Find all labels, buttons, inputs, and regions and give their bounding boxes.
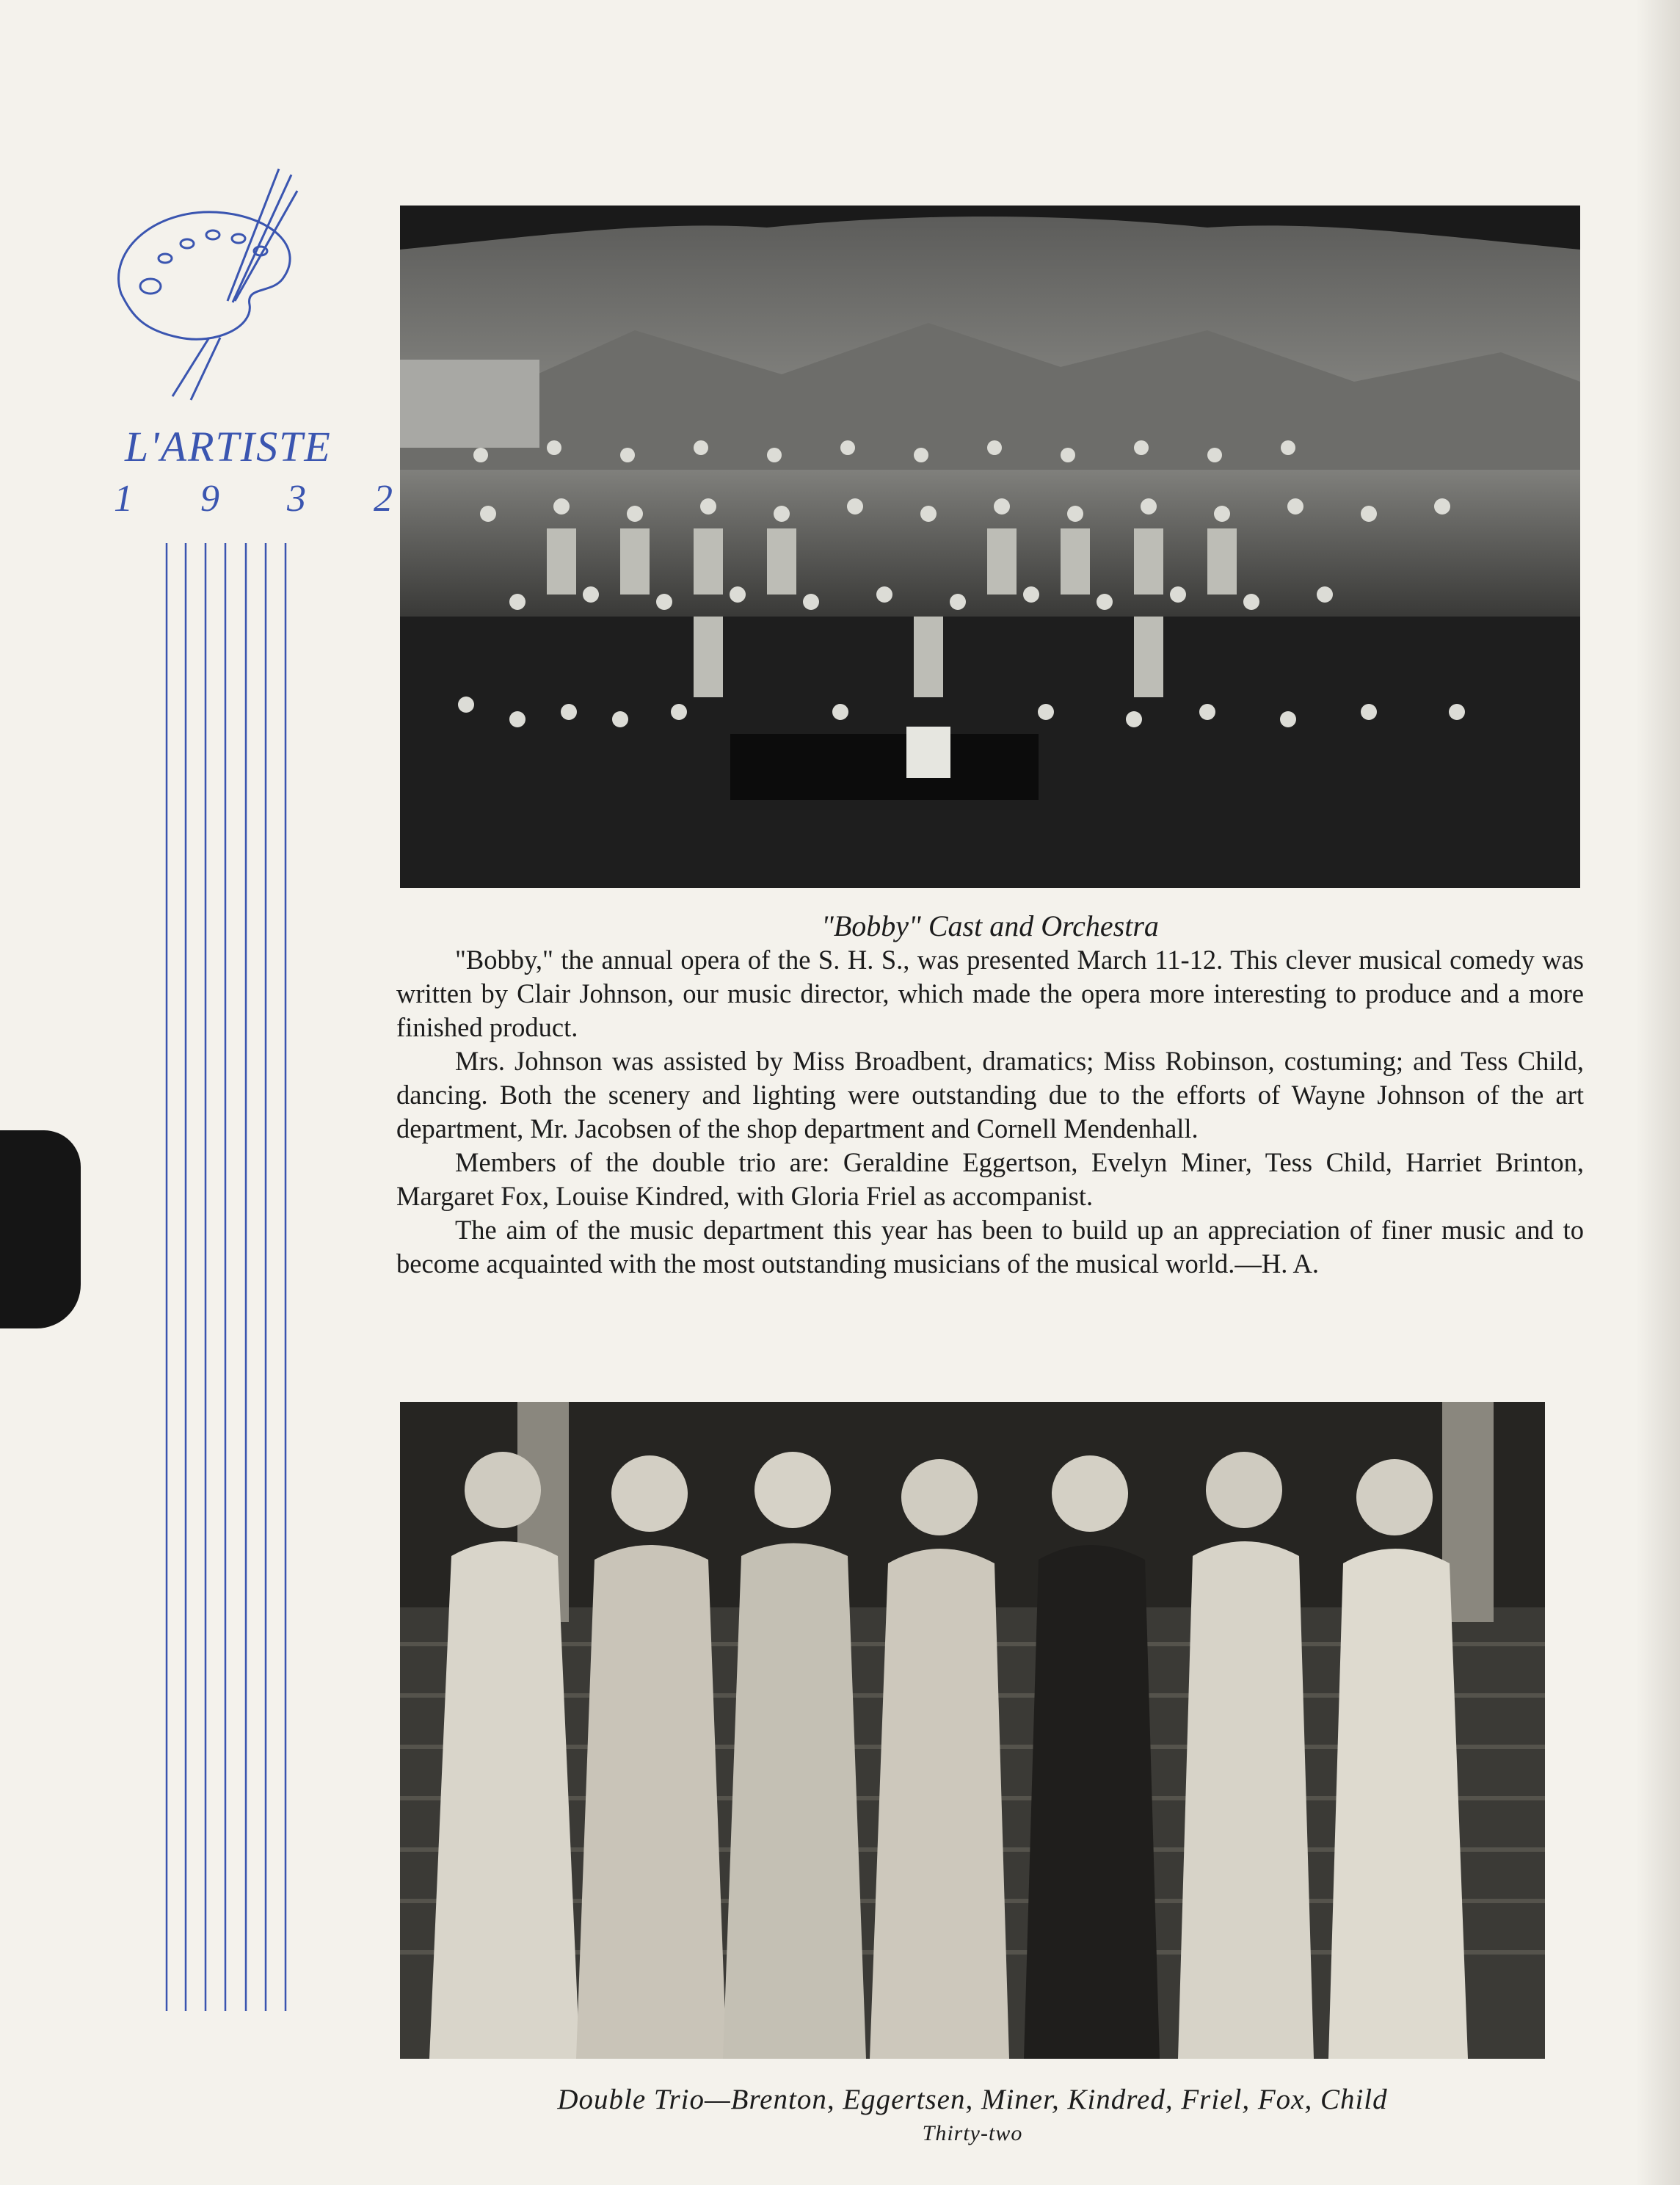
artist-palette-with-brushes-icon [99,161,319,404]
article-paragraph: "Bobby," the annual opera of the S. H. S., was presented March 11-12. This clever musical comedy was written by Clair Johnson, our music director, which made the opera more interesting to produce and a more finished product. [396,945,1584,1042]
cast-and-orchestra-photo [400,206,1580,888]
yearbook-year [114,477,393,520]
page-number: Thirty-two [922,2121,1023,2145]
article-body [396,943,1584,1281]
article-paragraph: The aim of the music department this year has been to build up an appreciation of finer music and to become acquainted with the most outstanding musicians of the musical world.—H. A. [396,1215,1584,1279]
yearbook-masthead [84,161,393,558]
article-paragraph: Mrs. Johnson was assisted by Miss Broadbent, dramatics; Miss Robinson, costuming; and Tess Child, dancing. Both the scenery and lighting were outstanding due to the efforts of Wayne Johnson of the art department, Mr. Jacobsen of the shop department and Cornell Mendenhall. [396,1046,1584,1144]
year-digit: 1 [114,478,133,520]
year-digit: 3 [287,478,306,520]
decorative-staff-lines [165,543,305,2011]
article-paragraph: Members of the double trio are: Geraldine Eggertson, Evelyn Miner, Tess Child, Harriet Brinton, Margaret Fox, Louise Kindred, with Gloria Friel as accompanist. [396,1147,1584,1211]
binder-clip [0,1130,81,1328]
year-digit: 2 [374,478,393,520]
page-edge-shadow [1636,0,1680,2185]
year-digit: 9 [200,478,219,520]
yearbook-title: L'ARTISTE [125,423,332,470]
double-trio-photo [400,1402,1545,2059]
trio-photo-caption: Double Trio—Brenton, Eggertsen, Miner, Kindred, Friel, Fox, Child [557,2084,1388,2115]
cast-photo-caption: "Bobby" Cast and Orchestra [821,909,1159,942]
